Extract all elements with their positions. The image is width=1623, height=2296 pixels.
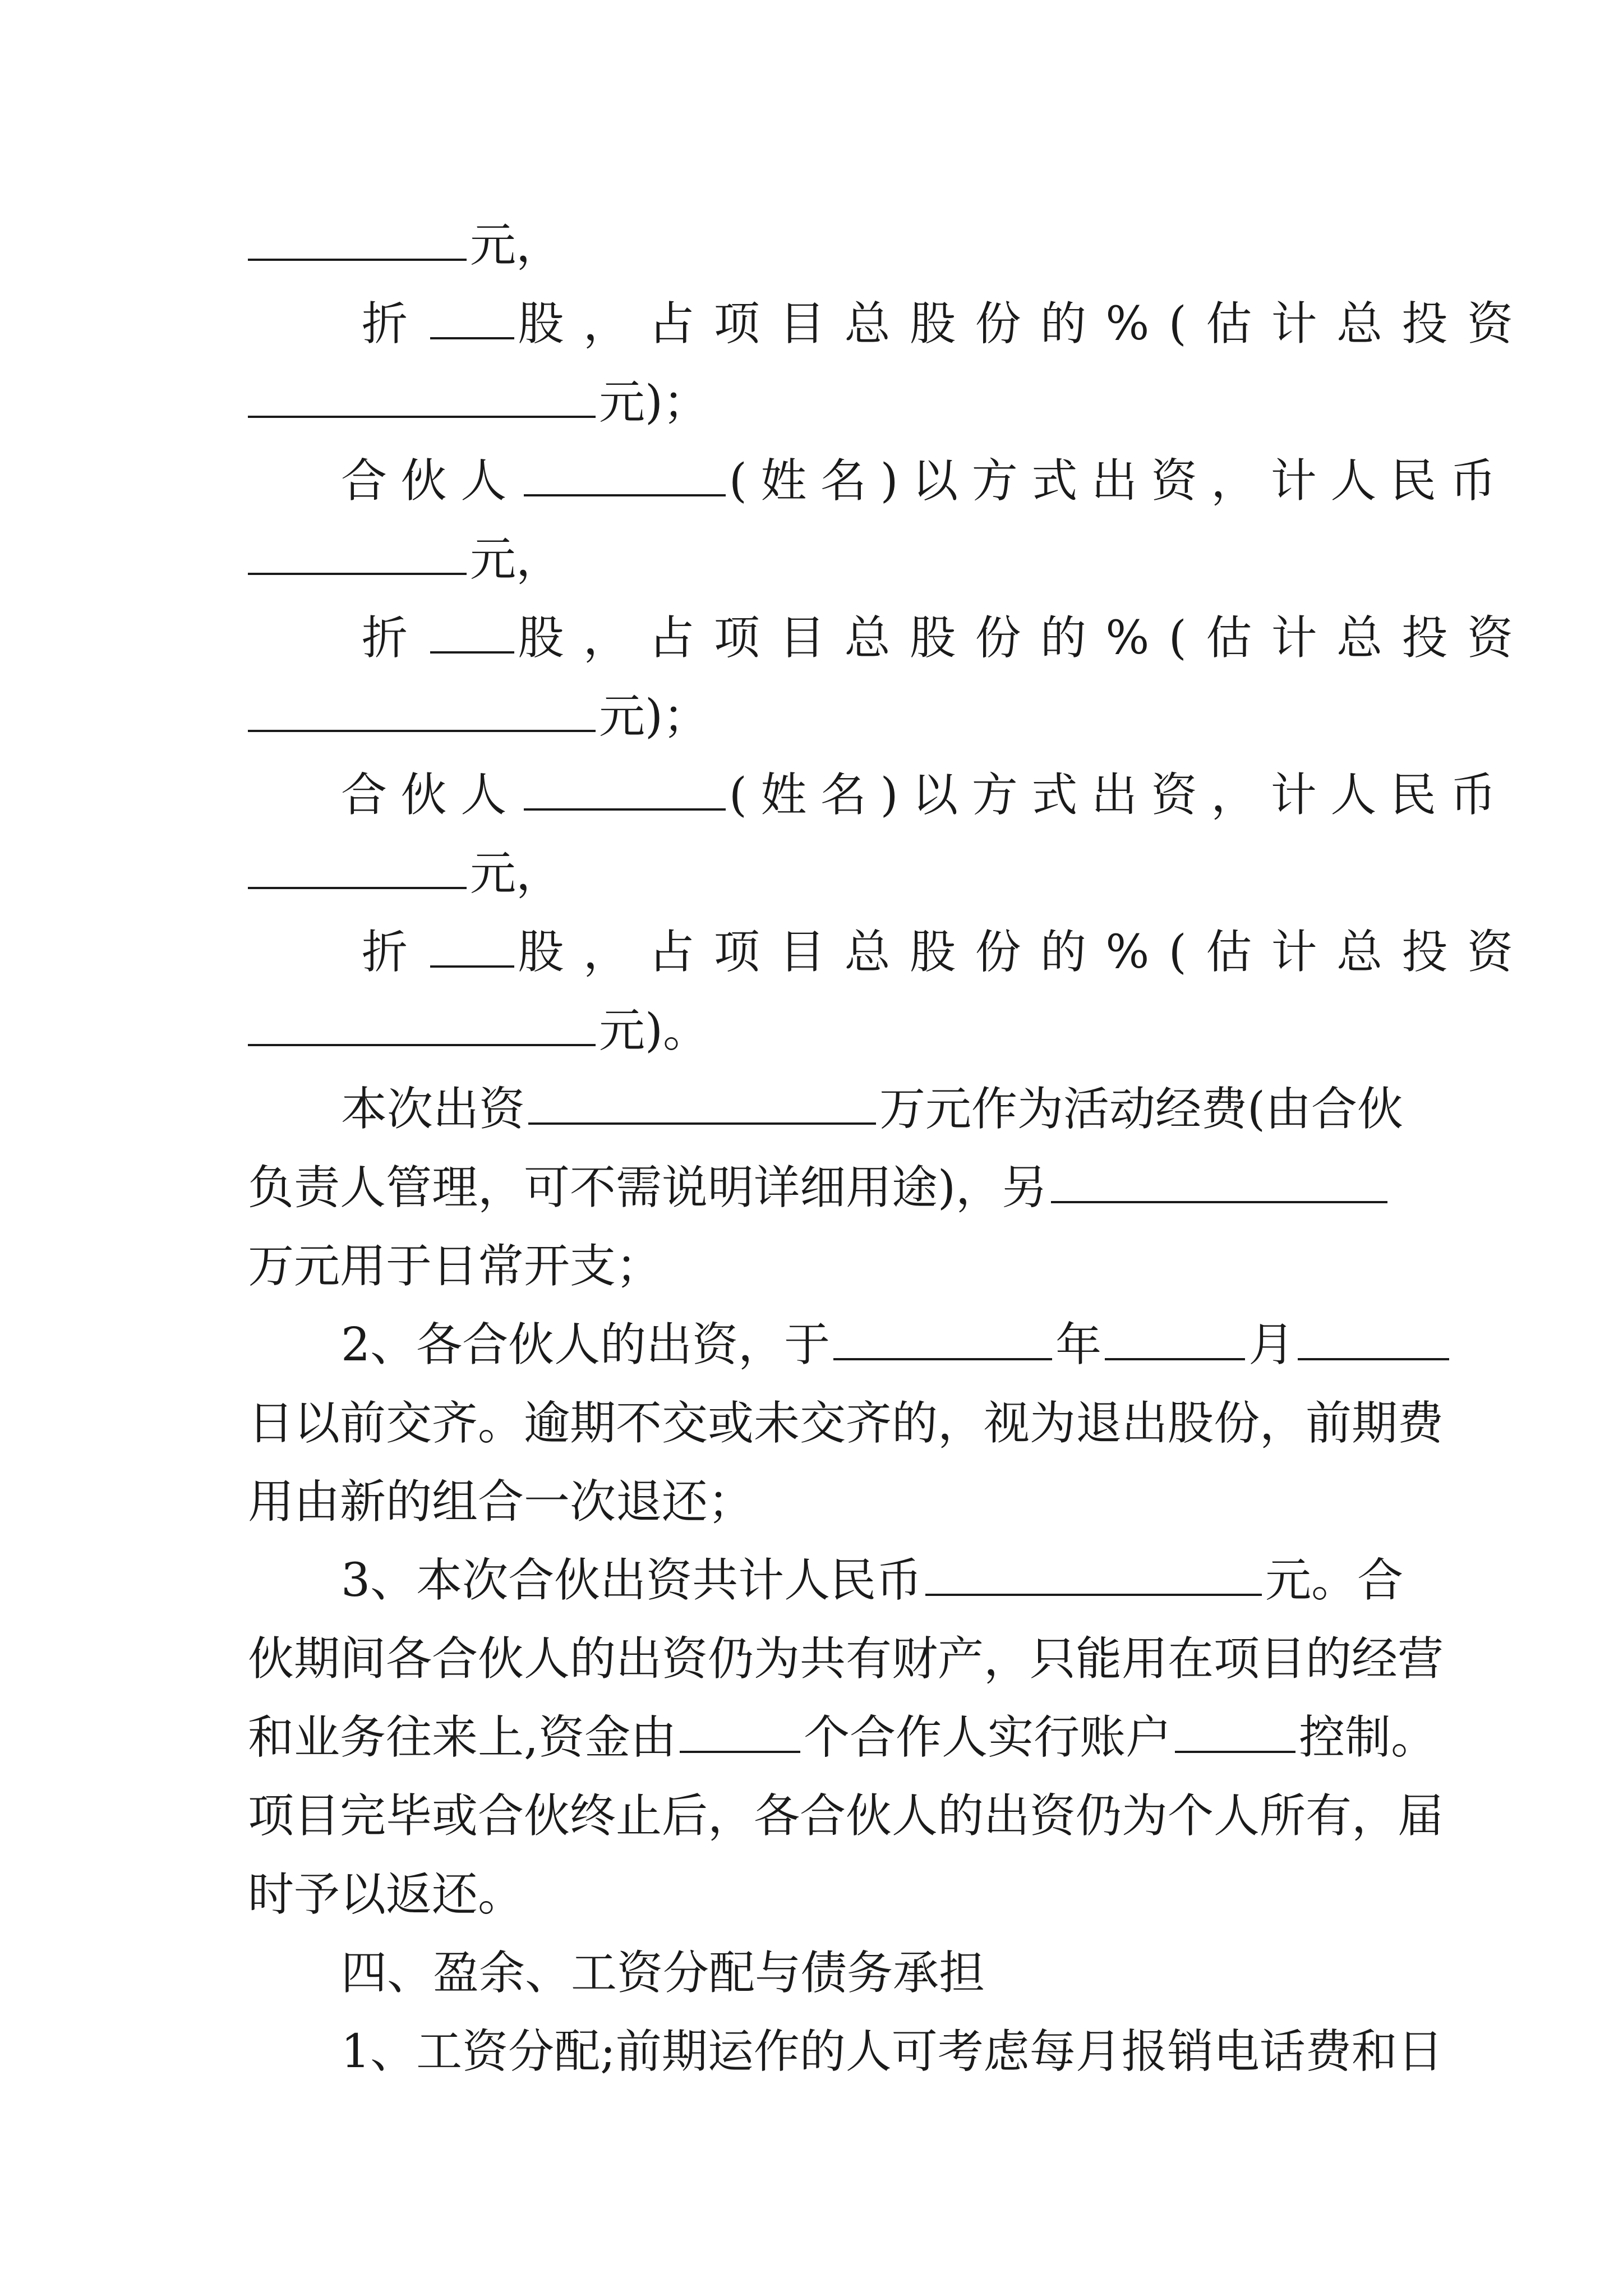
line-text: 四、盈余、工资分配与债务承担 <box>341 1947 985 2000</box>
fill-blank <box>430 301 514 339</box>
text-line <box>362 913 1533 992</box>
text-line <box>341 756 1510 835</box>
text-line <box>341 1306 1386 1384</box>
line-text: 1、工资分配;前期运作的人可考虑每月报销电话费和日 <box>341 2025 1444 2078</box>
line-text: 合伙人 <box>341 454 520 508</box>
line-text: 3、本次合伙出资共计人民币 <box>341 1554 923 1607</box>
fill-blank <box>248 537 467 575</box>
line-text: 元， <box>470 219 562 272</box>
line-text: 伙期间各合伙人的出资仍为共有财产，只能用在项目的经营 <box>248 1632 1444 1686</box>
text-line <box>341 1542 1404 1620</box>
fill-blank <box>1105 1322 1245 1360</box>
fill-blank <box>248 1008 596 1046</box>
line-text: 个合作人实行账户 <box>804 1711 1172 1764</box>
fill-blank <box>833 1322 1052 1360</box>
text-line <box>341 442 1510 521</box>
fill-blank <box>1175 1715 1295 1753</box>
text-line <box>248 1777 1444 1856</box>
fill-blank <box>430 930 514 968</box>
text-line <box>248 364 1386 442</box>
fill-blank <box>680 1715 800 1753</box>
text-line <box>248 678 1386 756</box>
text-line <box>248 1227 1386 1306</box>
line-text: 折 <box>362 926 427 979</box>
line-text: 万元作为活动经费(由合伙 <box>879 1083 1404 1136</box>
text-line <box>248 992 1386 1070</box>
line-text: 控制。 <box>1299 1711 1437 1764</box>
fill-blank <box>248 380 596 418</box>
text-line <box>248 835 1386 913</box>
text-line <box>341 2013 1444 2091</box>
line-text: 时予以返还。 <box>248 1868 524 1921</box>
line-text: 元。合 <box>1265 1554 1404 1607</box>
fill-blank <box>925 1558 1262 1596</box>
line-text: 本次出资 <box>341 1083 525 1136</box>
fill-blank <box>524 772 726 811</box>
fill-blank <box>430 615 514 654</box>
fill-blank <box>524 458 726 496</box>
text-line <box>248 1620 1444 1699</box>
line-text: 负责人管理，可不需说明详细用途)，另 <box>248 1161 1048 1214</box>
line-text: 股，占项目总股份的%(估计总投资 <box>518 611 1533 665</box>
fill-blank <box>248 223 467 261</box>
line-text: 万元用于日常开支； <box>248 1240 662 1293</box>
section-heading <box>341 1934 1386 2013</box>
line-text: (姓名)以方式出资，计人民币 <box>728 769 1510 822</box>
fill-blank <box>248 851 467 889</box>
line-text: 股，占项目总股份的%(估计总投资 <box>518 297 1533 351</box>
line-text: 合伙人 <box>341 769 520 822</box>
fill-blank <box>528 1087 876 1125</box>
line-text: (姓名)以方式出资，计人民币 <box>728 454 1510 508</box>
text-line <box>248 1149 1386 1227</box>
line-text: 股，占项目总股份的%(估计总投资 <box>518 926 1533 979</box>
fill-blank <box>248 694 596 732</box>
text-line <box>362 285 1533 364</box>
text-line <box>248 1463 1386 1542</box>
line-text: 日以前交齐。逾期不交或未交齐的，视为退出股份，前期费 <box>248 1397 1444 1450</box>
text-line <box>341 1070 1404 1149</box>
line-text: 和业务往来上,资金由 <box>248 1711 677 1764</box>
line-text: 项目完毕或合伙终止后，各合伙人的出资仍为个人所有，届 <box>248 1789 1444 1843</box>
line-text: 折 <box>362 611 427 665</box>
line-text: 折 <box>362 297 427 351</box>
fill-blank <box>1051 1165 1387 1203</box>
text-line <box>248 1699 1437 1777</box>
line-text: 月 <box>1248 1318 1295 1372</box>
text-line <box>362 599 1533 678</box>
text-line <box>248 206 1386 285</box>
line-text: 元)； <box>599 376 709 429</box>
line-text: 元)。 <box>599 1004 709 1057</box>
text-line <box>248 521 1386 599</box>
line-text: 年 <box>1055 1318 1102 1372</box>
text-line <box>248 1856 1386 1934</box>
text-line <box>248 1384 1444 1463</box>
line-text: 2、各合伙人的出资，于 <box>341 1318 831 1372</box>
line-text: 用由新的组合一次退还； <box>248 1475 754 1529</box>
line-text: 元)； <box>599 690 709 743</box>
fill-blank <box>1298 1322 1449 1360</box>
line-text: 元， <box>470 847 562 900</box>
line-text: 元， <box>470 533 562 586</box>
